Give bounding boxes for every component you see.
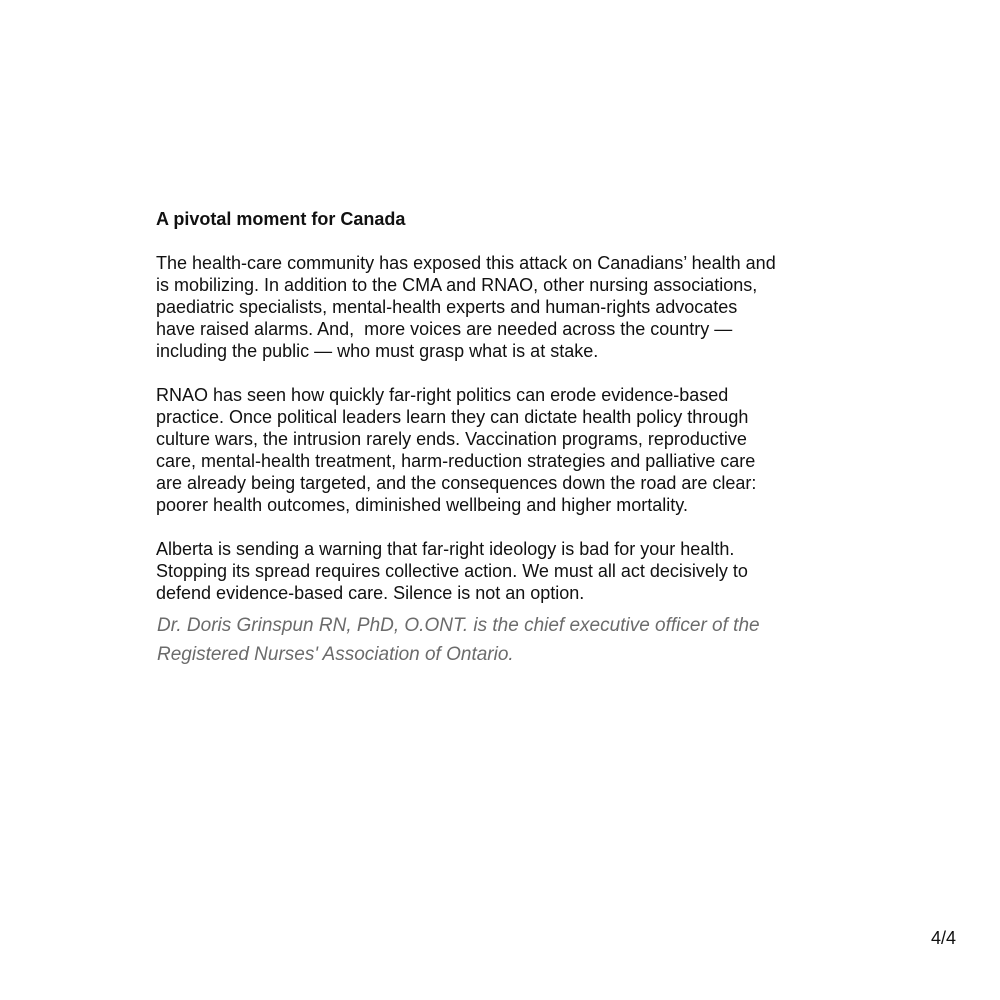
paragraph-line: care, mental-health treatment, harm-reduction strategies and palliative care bbox=[156, 451, 756, 471]
paragraph-line: RNAO has seen how quickly far-right politics can erode evidence-based bbox=[156, 385, 729, 405]
paragraph-line: including the public — who must grasp what is at stake. bbox=[156, 341, 599, 361]
paragraph-line: have raised alarms. And, more voices are needed across the country — bbox=[156, 319, 733, 339]
page-number: 4/4 bbox=[930, 928, 956, 948]
paragraph-line: poorer health outcomes, diminished wellbeing and higher mortality. bbox=[156, 495, 688, 515]
section-heading: A pivotal moment for Canada bbox=[156, 209, 406, 229]
author-byline bbox=[156, 611, 856, 669]
byline-line: Registered Nurses' Association of Ontario. bbox=[157, 644, 514, 665]
article-body bbox=[156, 208, 856, 669]
paragraph-1 bbox=[156, 252, 856, 362]
paragraph-line: paediatric specialists, mental-health experts and human-rights advocates bbox=[156, 297, 738, 317]
paragraph-line: Stopping its spread requires collective action. We must all act decisively to bbox=[156, 561, 748, 581]
paragraph-line: culture wars, the intrusion rarely ends. Vaccination programs, reproductive bbox=[156, 429, 747, 449]
paragraph-line: are already being targeted, and the consequences down the road are clear: bbox=[156, 473, 757, 493]
paragraph-line: practice. Once political leaders learn they can dictate health policy through bbox=[156, 407, 749, 427]
paragraph-line: Alberta is sending a warning that far-right ideology is bad for your health. bbox=[156, 539, 735, 559]
paragraph-3 bbox=[156, 538, 856, 604]
paragraph-line: The health-care community has exposed this attack on Canadians’ health and bbox=[156, 253, 776, 273]
paragraph-line: defend evidence-based care. Silence is not an option. bbox=[156, 583, 585, 603]
paragraph-line: is mobilizing. In addition to the CMA and RNAO, other nursing associations, bbox=[156, 275, 758, 295]
byline-line: Dr. Doris Grinspun RN, PhD, O.ONT. is the chief executive officer of the bbox=[157, 615, 760, 636]
paragraph-2 bbox=[156, 384, 856, 516]
